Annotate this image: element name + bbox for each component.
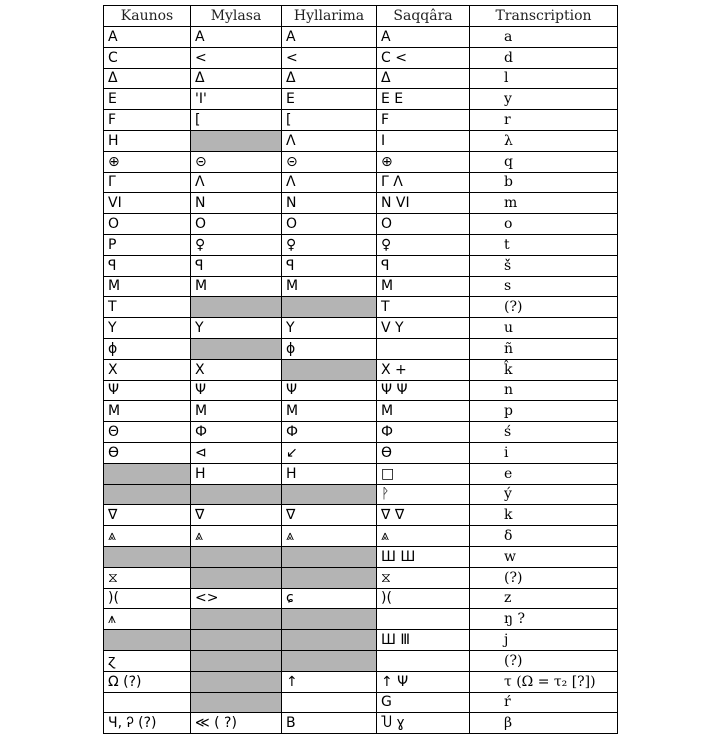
transcription-cell: ý: [470, 484, 618, 505]
table-row: [104, 671, 618, 692]
transcription-cell: n: [470, 380, 618, 401]
transcription-cell: ñ: [470, 338, 618, 359]
hyllarima-cell: [282, 630, 377, 651]
saqqara-cell: M: [377, 276, 470, 297]
mylasa-cell: Λ: [191, 172, 282, 193]
saqqara-cell: C <: [377, 47, 470, 68]
hyllarima-cell: [: [282, 110, 377, 131]
saqqara-cell: N VI: [377, 193, 470, 214]
saqqara-cell: F: [377, 110, 470, 131]
mylasa-cell: [191, 630, 282, 651]
mylasa-cell: Y: [191, 318, 282, 339]
mylasa-cell: O: [191, 214, 282, 235]
kaunos-cell: VI: [104, 193, 191, 214]
saqqara-cell: ⩓: [377, 526, 470, 547]
hyllarima-cell: ↙: [282, 442, 377, 463]
table-row: [104, 650, 618, 671]
kaunos-cell: ɸ: [104, 338, 191, 359]
header-mylasa: Mylasa: [191, 6, 282, 27]
table-row: [104, 318, 618, 339]
table-row: [104, 89, 618, 110]
saqqara-cell: [377, 609, 470, 630]
mylasa-cell: X: [191, 359, 282, 380]
kaunos-cell: Y: [104, 318, 191, 339]
table-row: [104, 692, 618, 713]
hyllarima-cell: ꟼ: [282, 255, 377, 276]
hyllarima-cell: [282, 546, 377, 567]
hyllarima-cell: ↑: [282, 671, 377, 692]
table-row: [104, 214, 618, 235]
hyllarima-cell: ♀: [282, 234, 377, 255]
transcription-cell: y: [470, 89, 618, 110]
transcription-cell: p: [470, 401, 618, 422]
transcription-cell: a: [470, 27, 618, 48]
transcription-cell: m: [470, 193, 618, 214]
transcription-cell: u: [470, 318, 618, 339]
kaunos-cell: Ω (?): [104, 671, 191, 692]
kaunos-cell: ⩚: [104, 609, 191, 630]
table-row: [104, 130, 618, 151]
table-row: [104, 47, 618, 68]
mylasa-cell: ♀: [191, 234, 282, 255]
kaunos-cell: Γ: [104, 172, 191, 193]
hyllarima-cell: [282, 297, 377, 318]
mylasa-cell: ꟼ: [191, 255, 282, 276]
hyllarima-cell: [282, 692, 377, 713]
table-row: [104, 630, 618, 651]
hyllarima-cell: [282, 484, 377, 505]
transcription-cell: z: [470, 588, 618, 609]
table-row: [104, 505, 618, 526]
mylasa-cell: [191, 650, 282, 671]
kaunos-cell: ꟼ: [104, 255, 191, 276]
saqqara-cell: Ш Ш: [377, 546, 470, 567]
hyllarima-cell: M: [282, 276, 377, 297]
mylasa-cell: ⊲: [191, 442, 282, 463]
table-row: [104, 193, 618, 214]
mylasa-cell: Ψ: [191, 380, 282, 401]
table-row: [104, 546, 618, 567]
table-row: [104, 484, 618, 505]
mylasa-cell: [191, 546, 282, 567]
kaunos-cell: E: [104, 89, 191, 110]
table-row: [104, 172, 618, 193]
kaunos-cell: Ψ: [104, 380, 191, 401]
transcription-cell: (?): [470, 297, 618, 318]
hyllarima-cell: N: [282, 193, 377, 214]
table-row: [104, 713, 618, 734]
transcription-cell: l: [470, 68, 618, 89]
hyllarima-cell: <: [282, 47, 377, 68]
mylasa-cell: A: [191, 27, 282, 48]
table-row: [104, 463, 618, 484]
transcription-cell: e: [470, 463, 618, 484]
saqqara-cell: Ш Ⅲ: [377, 630, 470, 651]
hyllarima-cell: B: [282, 713, 377, 734]
mylasa-cell: 'I': [191, 89, 282, 110]
transcription-cell: b: [470, 172, 618, 193]
mylasa-cell: ⩓: [191, 526, 282, 547]
mylasa-cell: [: [191, 110, 282, 131]
hyllarima-cell: ⩓: [282, 526, 377, 547]
hyllarima-cell: Y: [282, 318, 377, 339]
saqqara-cell: ↑ Ψ: [377, 671, 470, 692]
table-row: [104, 567, 618, 588]
mylasa-cell: [191, 130, 282, 151]
kaunos-cell: ɀ: [104, 650, 191, 671]
saqqara-cell: ᚹ: [377, 484, 470, 505]
mylasa-cell: N: [191, 193, 282, 214]
kaunos-cell: [104, 463, 191, 484]
table-row: [104, 401, 618, 422]
kaunos-cell: F: [104, 110, 191, 131]
kaunos-cell: P: [104, 234, 191, 255]
kaunos-cell: Θ: [104, 422, 191, 443]
header-saqqara: Saqqâra: [377, 6, 470, 27]
saqqara-cell: Δ: [377, 68, 470, 89]
table-row: [104, 276, 618, 297]
table-row: [104, 297, 618, 318]
saqqara-cell: G: [377, 692, 470, 713]
saqqara-cell: Ⴎ ɣ: [377, 713, 470, 734]
mylasa-cell: [191, 338, 282, 359]
kaunos-cell: [104, 546, 191, 567]
transcription-cell: r: [470, 110, 618, 131]
kaunos-cell: [104, 630, 191, 651]
saqqara-cell: [377, 650, 470, 671]
saqqara-cell: Ф: [377, 422, 470, 443]
hyllarima-cell: Λ: [282, 130, 377, 151]
carian-alphabet-table: [103, 5, 618, 734]
saqqara-cell: V Y: [377, 318, 470, 339]
table-row: [104, 442, 618, 463]
transcription-cell: k̂: [470, 359, 618, 380]
transcription-cell: ŕ: [470, 692, 618, 713]
saqqara-cell: X +: [377, 359, 470, 380]
transcription-cell: δ: [470, 526, 618, 547]
saqqara-cell: )(: [377, 588, 470, 609]
hyllarima-cell: Λ: [282, 172, 377, 193]
kaunos-cell: [104, 484, 191, 505]
hyllarima-cell: A: [282, 27, 377, 48]
transcription-cell: t: [470, 234, 618, 255]
mylasa-cell: [191, 692, 282, 713]
mylasa-cell: ∇: [191, 505, 282, 526]
transcription-cell: ŋ ?: [470, 609, 618, 630]
kaunos-cell: ⊕: [104, 151, 191, 172]
table-row: [104, 588, 618, 609]
kaunos-cell: M: [104, 401, 191, 422]
transcription-cell: d: [470, 47, 618, 68]
mylasa-cell: M: [191, 276, 282, 297]
mylasa-cell: Δ: [191, 68, 282, 89]
mylasa-cell: ⊝: [191, 151, 282, 172]
hyllarima-cell: [282, 609, 377, 630]
saqqara-cell: ⧖: [377, 567, 470, 588]
table-row: [104, 359, 618, 380]
saqqara-cell: Γ Λ: [377, 172, 470, 193]
table-row: [104, 338, 618, 359]
header-transcription: Transcription: [470, 6, 618, 27]
table-row: [104, 151, 618, 172]
saqqara-cell: □: [377, 463, 470, 484]
transcription-cell: w: [470, 546, 618, 567]
header-kaunos: Kaunos: [104, 6, 191, 27]
kaunos-cell: C: [104, 47, 191, 68]
saqqara-cell: ⊕: [377, 151, 470, 172]
saqqara-cell: T: [377, 297, 470, 318]
kaunos-cell: T: [104, 297, 191, 318]
transcription-cell: i: [470, 442, 618, 463]
kaunos-cell: ⧖: [104, 567, 191, 588]
mylasa-cell: Ф: [191, 422, 282, 443]
table-row: [104, 380, 618, 401]
kaunos-cell: H: [104, 130, 191, 151]
saqqara-cell: Ө: [377, 442, 470, 463]
hyllarima-cell: E: [282, 89, 377, 110]
mylasa-cell: [191, 671, 282, 692]
hyllarima-cell: [282, 650, 377, 671]
transcription-cell: ś: [470, 422, 618, 443]
header-row: [104, 6, 618, 27]
kaunos-cell: X: [104, 359, 191, 380]
hyllarima-cell: O: [282, 214, 377, 235]
transcription-cell: k: [470, 505, 618, 526]
hyllarima-cell: ɸ: [282, 338, 377, 359]
table-row: [104, 234, 618, 255]
hyllarima-cell: H: [282, 463, 377, 484]
hyllarima-cell: [282, 359, 377, 380]
saqqara-cell: ∇ ∇: [377, 505, 470, 526]
transcription-cell: β: [470, 713, 618, 734]
mylasa-cell: [191, 567, 282, 588]
hyllarima-cell: Δ: [282, 68, 377, 89]
mylasa-cell: ≪ ( ?): [191, 713, 282, 734]
transcription-cell: (?): [470, 650, 618, 671]
kaunos-cell: Δ: [104, 68, 191, 89]
hyllarima-cell: Ф: [282, 422, 377, 443]
saqqara-cell: E E: [377, 89, 470, 110]
saqqara-cell: A: [377, 27, 470, 48]
kaunos-cell: O: [104, 214, 191, 235]
saqqara-cell: O: [377, 214, 470, 235]
table-row: [104, 526, 618, 547]
mylasa-cell: M: [191, 401, 282, 422]
transcription-cell: š̌: [470, 255, 618, 276]
kaunos-cell: ∇: [104, 505, 191, 526]
mylasa-cell: H: [191, 463, 282, 484]
table-row: [104, 255, 618, 276]
hyllarima-cell: M: [282, 401, 377, 422]
transcription-cell: (?): [470, 567, 618, 588]
saqqara-cell: ♀: [377, 234, 470, 255]
saqqara-cell: M: [377, 401, 470, 422]
mylasa-cell: <>: [191, 588, 282, 609]
transcription-cell: λ: [470, 130, 618, 151]
kaunos-cell: [104, 692, 191, 713]
kaunos-cell: M: [104, 276, 191, 297]
header-hyllarima: Hyllarima: [282, 6, 377, 27]
mylasa-cell: [191, 609, 282, 630]
transcription-cell: q: [470, 151, 618, 172]
hyllarima-cell: [282, 567, 377, 588]
saqqara-cell: I: [377, 130, 470, 151]
kaunos-cell: ⩓: [104, 526, 191, 547]
hyllarima-cell: ɕ: [282, 588, 377, 609]
saqqara-cell: Ψ Ψ: [377, 380, 470, 401]
mylasa-cell: [191, 484, 282, 505]
table-row: [104, 422, 618, 443]
transcription-cell: s: [470, 276, 618, 297]
saqqara-cell: ꟼ: [377, 255, 470, 276]
kaunos-cell: Ө: [104, 442, 191, 463]
table-row: [104, 68, 618, 89]
hyllarima-cell: Ψ: [282, 380, 377, 401]
hyllarima-cell: ∇: [282, 505, 377, 526]
mylasa-cell: <: [191, 47, 282, 68]
kaunos-cell: A: [104, 27, 191, 48]
transcription-cell: τ (Ω = τ₂ [?]): [470, 671, 618, 692]
kaunos-cell: )(: [104, 588, 191, 609]
transcription-cell: o: [470, 214, 618, 235]
table-row: [104, 609, 618, 630]
hyllarima-cell: ⊝: [282, 151, 377, 172]
mylasa-cell: [191, 297, 282, 318]
transcription-cell: j: [470, 630, 618, 651]
table-row: [104, 27, 618, 48]
saqqara-cell: [377, 338, 470, 359]
kaunos-cell: Ч, Ꭾ (?): [104, 713, 191, 734]
table-row: [104, 110, 618, 131]
